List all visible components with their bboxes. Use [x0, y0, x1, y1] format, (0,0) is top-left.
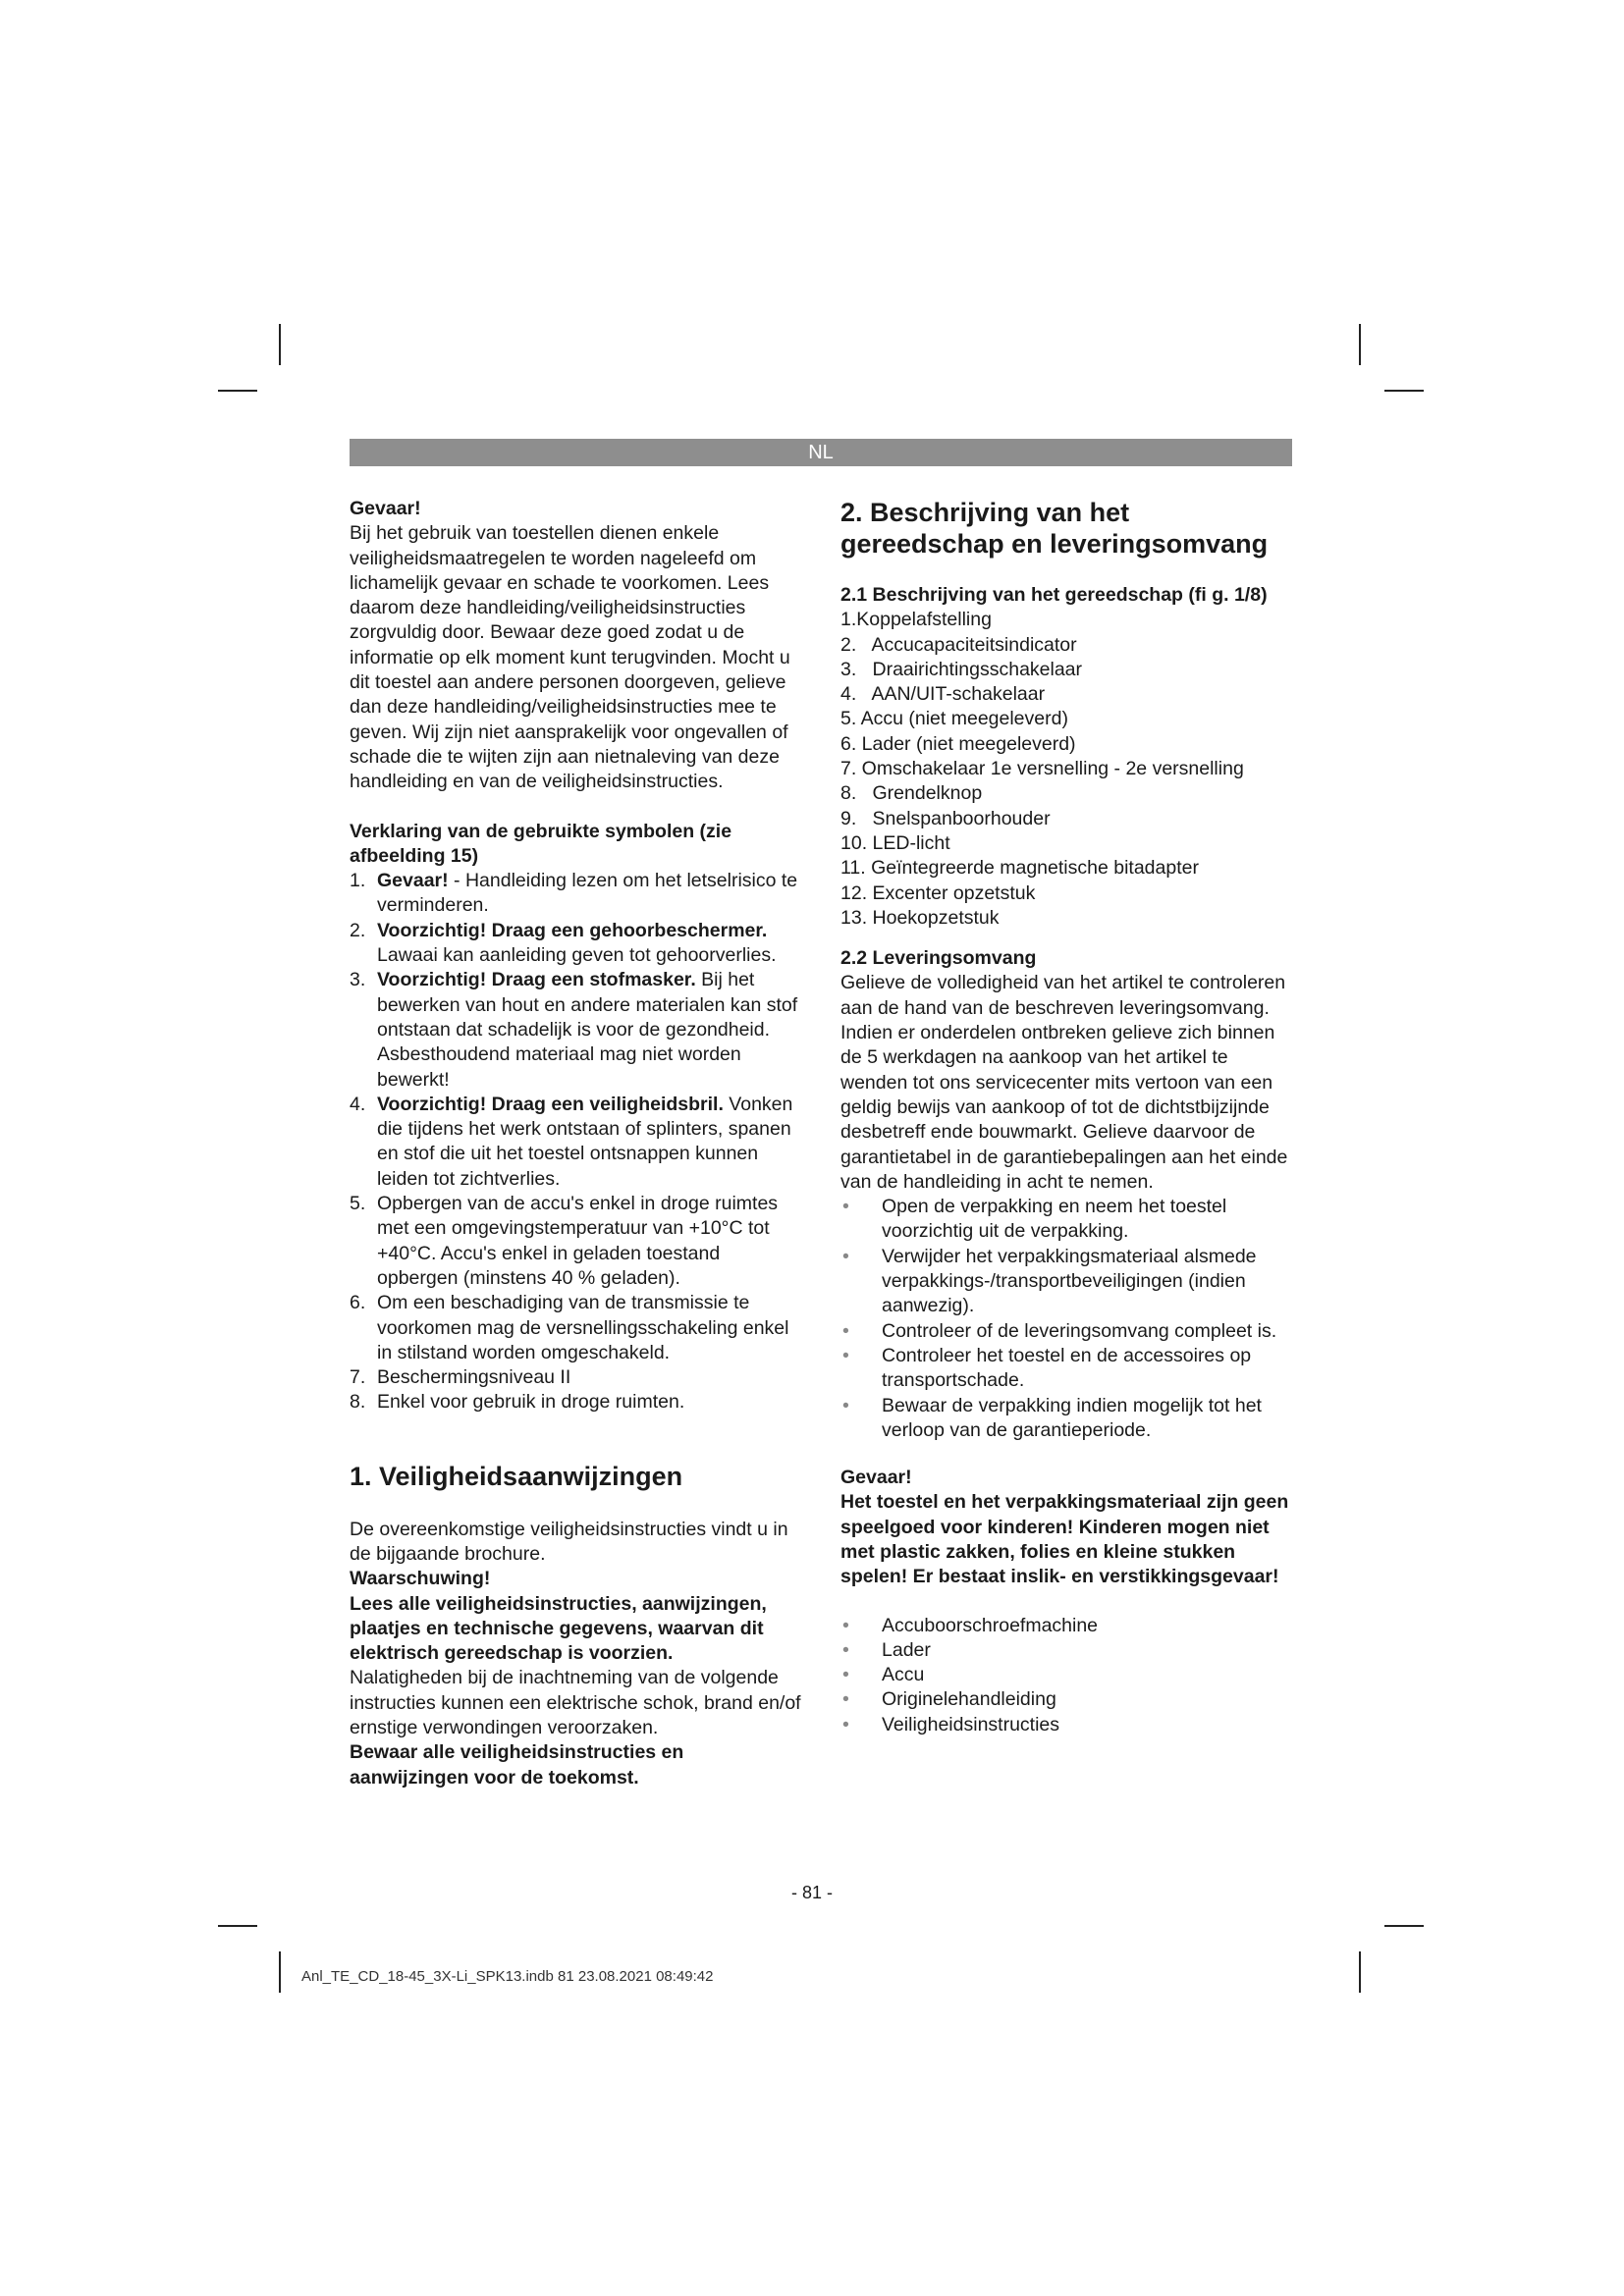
subsection-2-2-title: 2.2 Leveringsomvang	[840, 947, 1037, 970]
part-item: 13. Hoekopzetstuk	[840, 906, 1000, 929]
delivery-item	[840, 1638, 1296, 1663]
bullet-icon: •	[842, 1394, 849, 1416]
symbol-item-bold: Voorzichtig! Draag een veiligheidsbril.	[377, 1093, 724, 1115]
unpacking-step	[840, 1394, 1296, 1444]
symbol-item	[350, 1192, 801, 1291]
symbol-item-number: 8.	[350, 1391, 366, 1414]
unpacking-step-text: Bewaar de verpakking indien mogelijk tot het verloop van de garantieperiode.	[882, 1394, 1262, 1441]
warning-text: Nalatigheden bij de inachtneming van de volgende instructies kunnen een elektrische schok, brand en/of ernstige verwondingen veroorzaken.	[350, 1667, 801, 1739]
symbol-item	[350, 1365, 801, 1390]
unpacking-steps-list	[840, 1195, 1296, 1443]
symbol-item-text: Enkel voor gebruik in droge ruimten.	[377, 1391, 685, 1414]
danger-paragraph: Bij het gebruik van toestellen dienen enkele veiligheidsmaatregelen te worden nageleefd om lichamelijk gevaar en schade te voorkomen. Lees daarom deze handleiding/veiligheidsinstructies zorgvuldig door. Bewaar deze goed zodat u de informatie op elk moment kunt terugvinden. Mocht u dit toestel aan andere personen doorgeven, gelieve dan deze handleiding/veiligheidsinstructies mee te geven. Wij zijn niet aansprakelijk voor ongevallen of schade die te wijten zijn aan nietnaleving van deze handleiding en van de veiligheidsinstructies.	[350, 522, 790, 793]
bullet-icon: •	[842, 1319, 849, 1342]
part-item: 6. Lader (niet meegeleverd)	[840, 732, 1076, 755]
danger-bold-right: Het toestel en het verpakkingsmateriaal zijn geen speelgoed voor kinderen! Kinderen mogen niet met plastic zakken, folies en kleine stukken spelen! Er bestaat inslik- en verstikkingsgevaar!	[840, 1491, 1289, 1588]
unpacking-step	[840, 1245, 1296, 1319]
symbol-item	[350, 869, 801, 919]
symbol-item	[350, 1093, 801, 1192]
danger-heading: Gevaar!	[350, 498, 421, 519]
part-item: 11. Geïntegreerde magnetische bitadapter	[840, 857, 1199, 880]
delivery-item-text: Originelehandleiding	[882, 1688, 1056, 1711]
symbol-item-text: - Handleiding lezen om het letselrisico te verminderen.	[377, 870, 798, 917]
delivery-item	[840, 1614, 1296, 1638]
symbol-item-text: Bij het bewerken van hout en andere materialen kan stof ontstaan dat schadelijk is voor de gezondheid. Asbesthoudend materiaal mag niet worden bewerkt!	[377, 969, 798, 1091]
symbol-item-number: 4.	[350, 1093, 366, 1115]
part-item: 1.Koppelafstelling	[840, 609, 992, 631]
symbols-heading: Verklaring van de gebruikte symbolen (zie afbeelding 15)	[350, 820, 732, 867]
symbol-item-bold: Gevaar!	[377, 870, 449, 892]
symbol-item	[350, 1291, 801, 1365]
unpacking-step	[840, 1319, 1296, 1344]
symbol-item-number: 2.	[350, 919, 366, 941]
symbol-item	[350, 919, 801, 969]
symbol-item	[350, 1390, 801, 1415]
language-header-bar	[350, 439, 1292, 466]
parts-list	[840, 608, 1296, 931]
delivery-contents-list	[840, 1614, 1296, 1737]
part-item: 9. Snelspanboorhouder	[840, 807, 1051, 829]
delivery-item-text: Accu	[882, 1664, 925, 1686]
symbol-item-number: 6.	[350, 1292, 366, 1314]
symbol-item-bold: Voorzichtig! Draag een stofmasker.	[377, 969, 696, 991]
symbol-item-text: Beschermingsniveau II	[377, 1366, 571, 1389]
symbol-item-number: 7.	[350, 1366, 366, 1389]
left-column	[350, 497, 801, 1790]
right-column	[840, 497, 1296, 1737]
subsection-2-1-title: 2.1 Beschrijving van het gereedschap (fi g. 1/8)	[840, 584, 1268, 606]
part-item: 7. Omschakelaar 1e versnelling - 2e versnelling	[840, 758, 1244, 780]
warning-heading: Waarschuwing!	[350, 1568, 491, 1590]
unpacking-step	[840, 1344, 1296, 1394]
part-item: 4. AAN/UIT-schakelaar	[840, 683, 1046, 706]
crop-mark	[218, 390, 257, 392]
language-label: NL	[808, 442, 834, 463]
warning-bold-text: Lees alle veiligheidsinstructies, aanwijzingen, plaatjes en technische gegevens, waarvan dit elektrisch gereedschap is voorzien.	[350, 1592, 767, 1665]
bullet-icon: •	[842, 1713, 849, 1735]
bullet-icon: •	[842, 1344, 849, 1366]
symbols-list	[350, 869, 801, 1415]
part-item: 3. Draairichtingsschakelaar	[840, 658, 1083, 680]
crop-mark	[279, 324, 281, 365]
part-item: 2. Accucapaciteitsindicator	[840, 633, 1077, 656]
section2-title: 2. Beschrijving van het gereedschap en leveringsomvang	[840, 498, 1269, 559]
part-item: 10. LED-licht	[840, 831, 950, 854]
delivery-item	[840, 1713, 1296, 1737]
delivery-item-text: Lader	[882, 1638, 931, 1661]
bullet-icon: •	[842, 1245, 849, 1267]
subsection-2-2-body: Gelieve de volledigheid van het artikel te controleren aan de hand van de beschreven leveringsomvang. Indien er onderdelen ontbreken gelieve zich binnen de 5 werkdagen na aankoop van het artikel te wenden tot ons servicecenter mits vertoon van een geldig bewijs van aankoop of tot de dichtstbijzijnde desbetreff ende bouwmarkt. Gelieve daarvoor de garantietabel in de garantiebepalingen aan het einde van de handleiding in acht te nemen.	[840, 972, 1288, 1193]
print-footer: Anl_TE_CD_18-45_3X-Li_SPK13.indb 81 23.08.2021 08:49:42	[301, 1968, 714, 1985]
symbol-item-number: 5.	[350, 1193, 366, 1215]
part-item: 8. Grendelknop	[840, 782, 983, 805]
delivery-item	[840, 1663, 1296, 1687]
crop-mark	[1359, 324, 1361, 365]
bullet-icon: •	[842, 1614, 849, 1636]
delivery-item-text: Accuboorschroefmachine	[882, 1614, 1099, 1636]
symbol-item-text: Om een beschadiging van de transmissie te voorkomen mag de versnellingsschakeling enkel in stilstand worden omgeschakeld.	[377, 1292, 789, 1363]
symbol-item-text: Lawaai kan aanleiding geven tot gehoorverlies.	[377, 944, 777, 967]
warning-keep-text: Bewaar alle veiligheidsinstructies en aanwijzingen voor de toekomst.	[350, 1741, 684, 1789]
unpacking-step-text: Verwijder het verpakkingsmateriaal alsmede verpakkings-/transportbeveiligingen (indien aanwezig).	[882, 1245, 1257, 1317]
delivery-item-text: Veiligheidsinstructies	[882, 1713, 1060, 1735]
bullet-icon: •	[842, 1196, 849, 1218]
symbol-item-bold: Voorzichtig! Draag een gehoorbeschermer.	[377, 919, 768, 941]
unpacking-step-text: Open de verpakking en neem het toestel voorzichtig uit de verpakking.	[882, 1196, 1227, 1243]
symbol-item-number: 1.	[350, 870, 366, 892]
crop-mark	[1384, 1925, 1424, 1927]
bullet-icon: •	[842, 1664, 849, 1686]
bullet-icon: •	[842, 1688, 849, 1711]
symbol-item-number: 3.	[350, 969, 366, 991]
page-number: - 81 -	[790, 1883, 833, 1902]
part-item: 12. Excenter opzetstuk	[840, 881, 1036, 904]
symbol-item-text: Vonken die tijdens het werk ontstaan of splinters, spanen en stof die uit het toestel ontsnappen kunnen leiden tot zichtverlies.	[377, 1093, 793, 1190]
danger-heading-right: Gevaar!	[840, 1467, 912, 1489]
symbol-item	[350, 968, 801, 1092]
bullet-icon: •	[842, 1638, 849, 1661]
section1-intro: De overeenkomstige veiligheidsinstructies vindt u in de bijgaande brochure.	[350, 1518, 788, 1565]
unpacking-step-text: Controleer of de leveringsomvang compleet is.	[882, 1319, 1277, 1342]
section1-title: 1. Veiligheidsaanwijzingen	[350, 1461, 683, 1491]
crop-mark	[279, 1951, 281, 1993]
symbol-item-text: Opbergen van de accu's enkel in droge ruimtes met een omgevingstemperatuur van +10°C tot +40°C. Accu's enkel in geladen toestand opbergen (minstens 40 % geladen).	[377, 1193, 779, 1289]
unpacking-step	[840, 1195, 1296, 1245]
part-item: 5. Accu (niet meegeleverd)	[840, 708, 1068, 730]
delivery-item	[840, 1687, 1296, 1712]
crop-mark	[1359, 1951, 1361, 1993]
crop-mark	[1384, 390, 1424, 392]
unpacking-step-text: Controleer het toestel en de accessoires op transportschade.	[882, 1344, 1252, 1392]
crop-mark	[218, 1925, 257, 1927]
